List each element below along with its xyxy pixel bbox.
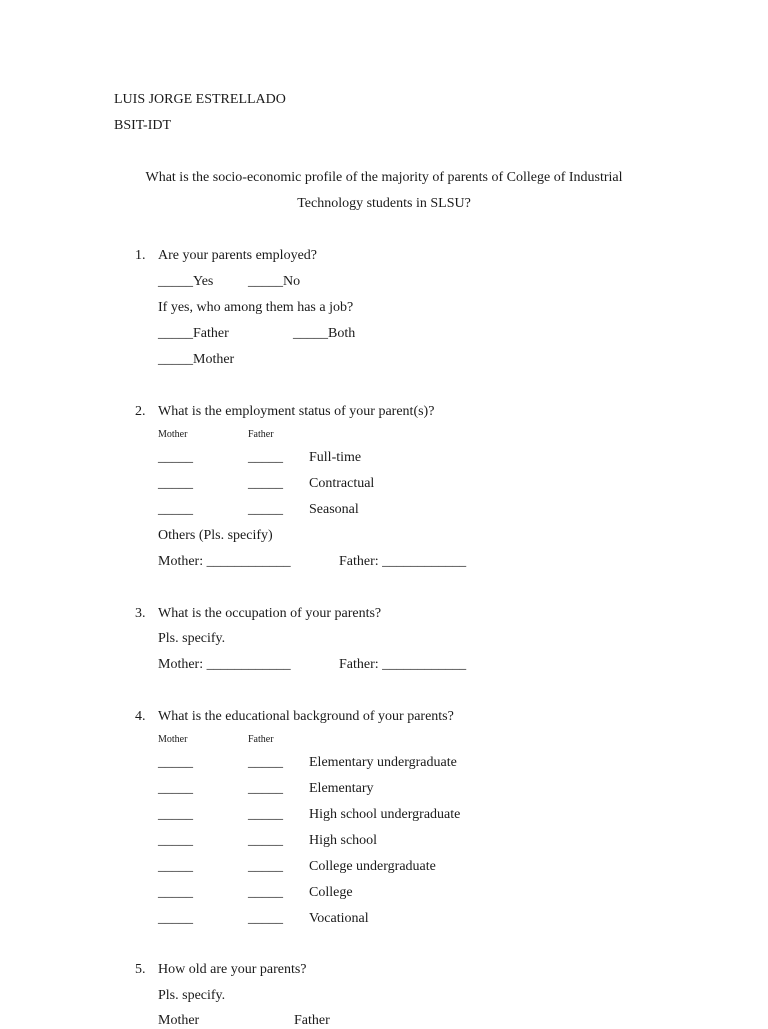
q3-specify-label: Pls. specify. xyxy=(158,631,226,646)
q4-mother-blank: _____ xyxy=(158,833,193,848)
q2-option: Contractual xyxy=(309,476,375,491)
q3-number: 3. xyxy=(135,606,146,621)
q5-text: How old are your parents? xyxy=(158,962,307,977)
q2-text: What is the employment status of your parent(s)? xyxy=(158,404,435,419)
q2-mother-blank: _____ xyxy=(158,450,193,465)
q4-option: High school undergraduate xyxy=(309,807,461,822)
q4-mother-blank: _____ xyxy=(158,885,193,900)
q3-mother-specify: Mother: ____________ xyxy=(158,657,291,672)
q2-father-blank: _____ xyxy=(248,502,283,517)
q1-no-option: _____No xyxy=(248,274,301,289)
q4-father-blank: _____ xyxy=(248,781,283,796)
q4-mother-blank: _____ xyxy=(158,781,193,796)
q4-father-blank: _____ xyxy=(248,885,283,900)
q4-father-blank: _____ xyxy=(248,859,283,874)
q2-option: Full-time xyxy=(309,450,362,465)
course-code: BSIT-IDT xyxy=(114,118,172,133)
q4-father-blank: _____ xyxy=(248,755,283,770)
q4-mother-column-header: Mother xyxy=(158,734,188,745)
q4-option: College undergraduate xyxy=(309,859,436,874)
q4-mother-blank: _____ xyxy=(158,859,193,874)
q1-number: 1. xyxy=(135,248,146,263)
q2-option: Seasonal xyxy=(309,502,359,517)
q4-mother-blank: _____ xyxy=(158,807,193,822)
research-question-line2: Technology students in SLSU? xyxy=(297,196,471,211)
q1-yes-option: _____Yes xyxy=(158,274,214,289)
q1-both-option: _____Both xyxy=(293,326,356,341)
q2-father-blank: _____ xyxy=(248,450,283,465)
q2-mother-column-header: Mother xyxy=(158,429,188,440)
q4-mother-blank: _____ xyxy=(158,911,193,926)
q2-number: 2. xyxy=(135,404,146,419)
q1-mother-option: _____Mother xyxy=(158,352,235,367)
q4-option: College xyxy=(309,885,353,900)
q4-text: What is the educational background of your parents? xyxy=(158,709,454,724)
q3-father-specify: Father: ____________ xyxy=(339,657,467,672)
q2-mother-blank: _____ xyxy=(158,502,193,517)
q4-number: 4. xyxy=(135,709,146,724)
q2-father-column-header: Father xyxy=(248,429,274,440)
q4-father-blank: _____ xyxy=(248,807,283,822)
q4-father-blank: _____ xyxy=(248,833,283,848)
q2-father-blank: _____ xyxy=(248,476,283,491)
q4-mother-blank: _____ xyxy=(158,755,193,770)
q5-father-label: Father xyxy=(294,1013,330,1028)
q2-others-label: Others (Pls. specify) xyxy=(158,528,273,543)
q4-father-blank: _____ xyxy=(248,911,283,926)
q3-text: What is the occupation of your parents? xyxy=(158,606,382,621)
q4-father-column-header: Father xyxy=(248,734,274,745)
q1-father-option: _____Father xyxy=(158,326,229,341)
q5-number: 5. xyxy=(135,962,146,977)
q4-option: Vocational xyxy=(309,911,369,926)
q1-text: Are your parents employed? xyxy=(158,248,317,263)
q5-specify-label: Pls. specify. xyxy=(158,988,226,1003)
q2-mother-blank: _____ xyxy=(158,476,193,491)
q4-option: Elementary undergraduate xyxy=(309,755,457,770)
research-question-line1: What is the socio-economic profile of the majority of parents of College of Industrial xyxy=(145,170,623,185)
author-name: LUIS JORGE ESTRELLADO xyxy=(114,92,286,107)
q4-option: High school xyxy=(309,833,378,848)
q1-followup: If yes, who among them has a job? xyxy=(158,300,354,315)
q4-option: Elementary xyxy=(309,781,374,796)
q5-mother-label: Mother xyxy=(158,1013,200,1028)
q2-father-specify: Father: ____________ xyxy=(339,554,467,569)
q2-mother-specify: Mother: ____________ xyxy=(158,554,291,569)
